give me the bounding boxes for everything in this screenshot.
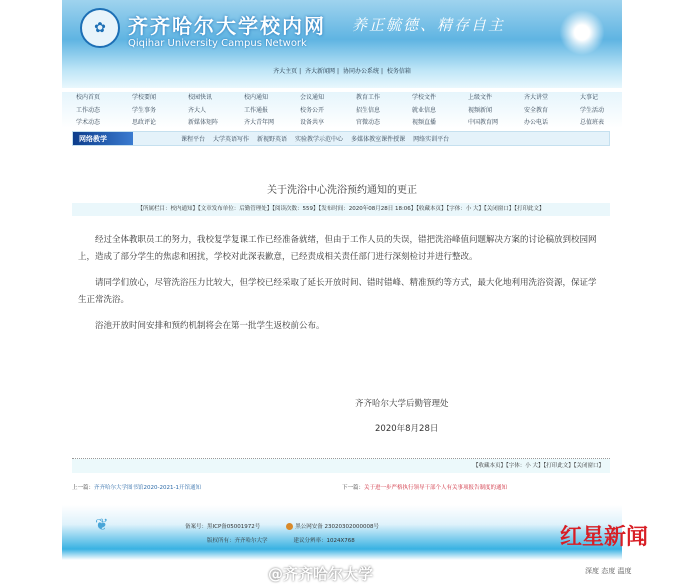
nav-item[interactable]: 大事记 [580,94,599,101]
nav-item[interactable]: 学术动态 [76,119,101,127]
footer [62,505,622,560]
sub-nav [72,131,610,146]
next-article[interactable] [342,483,507,491]
article-paragraph: 请同学们放心，尽管洗浴压力比较大，但学校已经采取了延长开放时间、错时错峰、精准预约等方式，最大化地利用洗浴资源，保证学生正常洗浴。 [78,278,597,305]
nav-item[interactable]: 会议通知 [300,94,325,101]
sub-nav-link[interactable]: 新视野英语 [257,136,288,143]
nav-item[interactable]: 工作通报 [244,106,269,114]
nav-item[interactable]: 工作动态 [76,106,101,114]
top-link[interactable]: 齐大主页 [273,68,298,75]
nav-item[interactable]: 齐大青年网 [244,119,275,127]
top-link[interactable]: 齐大新闻网 [305,68,336,75]
next-link[interactable]: 关于进一步严格执行领导干部个人有关事项报告制度的通知 [364,485,508,491]
article-date: 2020年8月28日 [375,424,439,434]
article-meta: 【所属栏目：校内通知】【文章发布单位：后勤管理处】【阅读次数：559】【发布时间：2020年08月28日 18:06】【收藏本页】【字体：小 大】【关闭窗口】【打印此文】 [72,203,610,216]
flower-decoration-icon [552,10,612,55]
top-link[interactable]: 协同办公系统 [342,68,379,75]
motto: 养正毓德、精存自主 [352,16,506,34]
article-body [78,232,604,344]
nav-item[interactable]: 招生信息 [356,106,381,114]
article-paragraph: 经过全体教职员工的努力，我校复学复课工作已经准备就绪，但由于工作人员的失误，错把洗浴峰值问题解决方案的讨论稿放到校园网上，造成了部分学生的焦虑和困扰，学校对此深表歉意，已经责成相关责任部门进行深刻检讨并进行整改。 [78,235,597,262]
nav-item[interactable]: 设备共享 [300,119,325,127]
resolution-note: 建议分辨率：1024X768 [293,538,355,544]
nav-item[interactable]: 校内通知 [244,94,269,101]
sub-nav-link[interactable]: 网络实训平台 [413,136,450,143]
nav-item[interactable]: 视频直播 [412,119,437,127]
brand-logo: 红星新闻 [560,524,649,550]
icp-number[interactable]: 备案号：黑ICP备05001972号 [185,524,261,530]
top-link[interactable]: 校务信箱 [386,68,411,75]
nav-item[interactable]: 齐大讲堂 [524,94,549,101]
nav-item[interactable]: 学校要闻 [132,94,157,101]
police-badge-icon [286,523,293,530]
nav-item[interactable]: 思政评论 [132,119,157,127]
sub-nav-link[interactable]: 课程平台 [181,136,206,143]
nav-item[interactable]: 新媒体矩阵 [188,119,219,127]
footer-line-1 [185,522,405,530]
nav-item[interactable]: 齐大人 [188,106,207,114]
site-subtitle: Qiqihar University Campus Network [128,38,307,49]
article-signature: 齐齐哈尔大学后勤管理处 [355,399,449,409]
nav-item[interactable]: 教育工作 [356,94,381,101]
brand-slogan: 深度 态度 温度 [585,567,632,575]
article-actions[interactable]: 【收藏本页】【字体：小 大】【打印此文】【关闭窗口】 [72,459,610,473]
sub-nav-link[interactable]: 多媒体教室课件授课 [351,136,406,143]
site-banner [62,0,622,88]
top-links: 齐大主页 | 齐大新闻网 | 协同办公系统 | 校务信箱 [273,68,411,75]
nav-item[interactable]: 学校文件 [412,94,437,101]
nav-item[interactable]: 总值班表 [580,119,605,127]
nav-item[interactable]: 学生事务 [132,106,157,114]
nav-item[interactable]: 官微动态 [356,119,381,127]
nav-item[interactable]: 中国教育网 [468,119,499,127]
nav-item[interactable]: 办公电话 [524,119,549,127]
sub-nav-link[interactable]: 实验教学示范中心 [295,136,344,143]
nav-item[interactable]: 学生活动 [580,106,605,114]
nav-item[interactable]: 校务公开 [300,106,325,114]
sub-nav-link[interactable]: 大学英语写作 [213,136,250,143]
article-paragraph: 浴池开放时间安排和预约机制将会在第一批学生返校前公布。 [95,321,325,331]
police-record[interactable]: 黑公网安备 23020302000008号 [295,524,380,530]
main-nav [62,92,622,128]
prev-link[interactable]: 齐齐哈尔大学图书馆2020-2021-1开馆通知 [94,485,201,491]
prev-article[interactable] [72,483,201,491]
university-logo-icon: ✿ [80,8,120,48]
nav-item[interactable]: 安全教育 [524,106,549,114]
footer-line-2 [207,536,381,544]
sub-nav-label: 网络教学 [73,132,133,145]
nav-item[interactable]: 视频新闻 [468,106,493,114]
article-title: 关于洗浴中心洗浴预约通知的更正 [267,185,417,196]
next-label: 下一篇： [342,485,365,491]
weibo-watermark: @齐齐哈尔大学 [268,565,374,583]
nav-item[interactable]: 校园快讯 [188,94,213,101]
site-title: 齐齐哈尔大学校内网 [128,14,326,38]
nav-item[interactable]: 就业信息 [412,106,437,114]
prev-label: 上一篇： [72,485,95,491]
butterfly-icon: ❦ [95,515,109,534]
copyright: 版权所有：齐齐哈尔大学 [207,538,268,544]
nav-item[interactable]: 校内首页 [76,94,101,101]
nav-item[interactable]: 上级文件 [468,94,493,101]
